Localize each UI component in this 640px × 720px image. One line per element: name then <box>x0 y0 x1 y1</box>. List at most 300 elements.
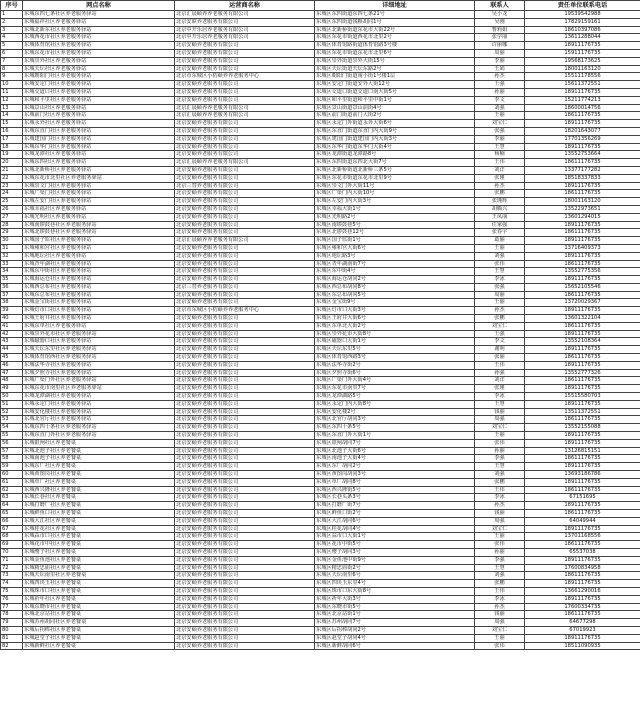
cell-phone: 18911176735 <box>525 400 640 408</box>
cell-site-name: 东城东直门社区养老服务驿站 <box>23 127 175 135</box>
cell-address: 东城区天坛东里5号 <box>315 346 475 354</box>
cell-phone: 18911176735 <box>525 252 640 260</box>
cell-operator: 北京安颐养老服务有限公司 <box>175 127 315 135</box>
cell-operator: 北京安颐养老服务有限公司 <box>175 190 315 198</box>
cell-no: 11 <box>1 88 23 96</box>
cell-contact: 刘强 <box>475 572 525 580</box>
cell-contact: 李冰 <box>475 494 525 502</box>
cell-contact: 王凤丽 <box>475 213 525 221</box>
cell-address: 东城区祈年大街3号 <box>315 595 475 603</box>
cell-address: 东城区珠市口东大街8号 <box>315 587 475 595</box>
cell-contact: 王强 <box>475 330 525 338</box>
cell-site-name: 东城东花市南里社区养老服务驿站 <box>23 385 175 393</box>
cell-no: 50 <box>1 393 23 401</box>
cell-contact: 周丽 <box>475 291 525 299</box>
header-row <box>1 1 640 11</box>
cell-no: 59 <box>1 463 23 471</box>
cell-phone: 18611176735 <box>525 260 640 268</box>
cell-address: 东城区崇文门外大街11号 <box>315 182 475 190</box>
cell-operator: 北京安颐养老服务有限公司 <box>175 49 315 57</box>
cell-site-name: 东城体育馆社区养老服务驿站 <box>23 42 175 50</box>
cell-phone: 15611372551 <box>525 81 640 89</box>
cell-site-name: 东城精忠庙社区养老餐桌 <box>23 564 175 572</box>
cell-phone: 18911176735 <box>525 237 640 245</box>
cell-operator: 北京安颐养老服务有限公司 <box>175 385 315 393</box>
table-row <box>1 455 640 463</box>
cell-contact: 张瑾 <box>475 174 525 182</box>
cell-operator: 北京安颐养老服务有限公司 <box>175 213 315 221</box>
cell-site-name: 东城安化楼社区养老服务驿站 <box>23 408 175 416</box>
cell-contact: 张鹏 <box>475 190 525 198</box>
cell-operator: 北京安颐养老服务有限公司 <box>175 580 315 588</box>
cell-contact: 李强 <box>475 556 525 564</box>
cell-contact: 王丽 <box>475 634 525 642</box>
cell-operator: 北京安颐养老服务有限公司 <box>175 260 315 268</box>
cell-address: 东城区北新桥街道东花市大街22号 <box>315 26 475 34</box>
cell-contact: 刘宝仁 <box>475 525 525 533</box>
cell-no: 45 <box>1 354 23 362</box>
cell-operator: 北京安颐养老服务有限公司 <box>175 393 315 401</box>
cell-no: 15 <box>1 120 23 128</box>
cell-site-name: 东城和平里社区养老服务驿站 <box>23 96 175 104</box>
cell-contact: 王慧 <box>475 143 525 151</box>
cell-address: 东城区东花市街道西花市北里2号 <box>315 34 475 42</box>
header-contact: 联系人 <box>475 1 525 11</box>
cell-phone: 13720029367 <box>525 299 640 307</box>
table-row <box>1 354 640 362</box>
cell-contact: 王慧 <box>475 400 525 408</box>
table-row <box>1 307 640 315</box>
cell-no: 53 <box>1 416 23 424</box>
cell-no: 38 <box>1 299 23 307</box>
cell-operator: 北京安颐养老服务有限公司 <box>175 252 315 260</box>
cell-address: 东城区广渠门外大街4号 <box>315 377 475 385</box>
cell-site-name: 东城东花市社区养老服务驿站 <box>23 49 175 57</box>
cell-operator: 北京安颐养老服务有限公司 <box>175 533 315 541</box>
cell-phone: 13511372551 <box>525 408 640 416</box>
cell-no: 65 <box>1 510 23 518</box>
cell-site-name: 东城北新桥社区养老服务驿站 <box>23 166 175 174</box>
cell-phone: 67151695 <box>525 494 640 502</box>
cell-no: 26 <box>1 205 23 213</box>
cell-contact: 孙丽 <box>475 447 525 455</box>
cell-site-name: 东城崇外社区养老服务驿站 <box>23 57 175 65</box>
cell-no: 22 <box>1 174 23 182</box>
cell-no: 7 <box>1 57 23 65</box>
cell-address: 东城区南池子大街4号 <box>315 455 475 463</box>
cell-contact: 张瑾 <box>475 385 525 393</box>
cell-address: 东城区西总布胡同8号 <box>315 283 475 291</box>
cell-site-name: 东城朝阳门社区养老服务驿站 <box>23 73 175 81</box>
cell-operator: 北京安颐养老服务有限公司 <box>175 439 315 447</box>
cell-site-name: 东城天坛社区养老服务驿站 <box>23 65 175 73</box>
cell-contact: 孙杰 <box>475 73 525 81</box>
table-row <box>1 159 640 167</box>
cell-operator: 北京安颐养老服务有限公司 <box>175 322 315 330</box>
cell-no: 81 <box>1 634 23 642</box>
cell-no: 68 <box>1 533 23 541</box>
cell-operator: 北京安颐养老服务有限公司 <box>175 57 315 65</box>
cell-address: 东城区东直门街道东直门内大街9号 <box>315 127 475 135</box>
cell-address: 东城区法华寺街2号 <box>315 361 475 369</box>
cell-contact: 王慧 <box>475 564 525 572</box>
cell-contact: 王娟 <box>475 65 525 73</box>
cell-contact: 张瑾辉 <box>475 198 525 206</box>
cell-contact: 王伟 <box>475 361 525 369</box>
cell-no: 55 <box>1 432 23 440</box>
table-row <box>1 377 640 385</box>
cell-phone: 13552775356 <box>525 268 640 276</box>
cell-phone: 17600334735 <box>525 603 640 611</box>
cell-site-name: 东城交道口社区养老服务驿站 <box>23 88 175 96</box>
cell-contact: 张学丽 <box>475 34 525 42</box>
cell-address: 东城区东总布胡同5号 <box>315 291 475 299</box>
table-row <box>1 330 640 338</box>
cell-no: 47 <box>1 369 23 377</box>
cell-address: 东城区和平里街道和平里中街1号 <box>315 96 475 104</box>
cell-phone: 18611176735 <box>525 291 640 299</box>
cell-no: 64 <box>1 502 23 510</box>
table-row <box>1 510 640 518</box>
cell-site-name: 东城东四十条社区养老服务驿站 <box>23 424 175 432</box>
cell-phone: 65537038 <box>525 548 640 556</box>
cell-operator: 北京三替养老服务有限公司 <box>175 182 315 190</box>
cell-contact: 吴刚 <box>475 18 525 26</box>
cell-site-name: 东城银闸社区养老餐桌 <box>23 439 175 447</box>
cell-phone: 18611176735 <box>525 455 640 463</box>
table-row <box>1 338 640 346</box>
table-row <box>1 57 640 65</box>
cell-address: 东城区北锣鼓巷12号 <box>315 229 475 237</box>
cell-operator: 北京安颐养老服务有限公司 <box>175 478 315 486</box>
cell-phone: 18911176735 <box>525 143 640 151</box>
header-operator: 运营商名称 <box>175 1 315 11</box>
cell-contact: 张伟 <box>475 260 525 268</box>
cell-no: 10 <box>1 81 23 89</box>
cell-operator: 北京市东城区小桔颐养养老服务中心 <box>175 73 315 81</box>
table-row <box>1 276 640 284</box>
table-row <box>1 369 640 377</box>
cell-no: 42 <box>1 330 23 338</box>
cell-operator: 北京安颐养老服务有限公司 <box>175 244 315 252</box>
cell-phone: 17829159161 <box>525 18 640 26</box>
cell-contact: 钱丽 <box>475 510 525 518</box>
cell-operator: 北京安颐养老服务有限公司 <box>175 315 315 323</box>
cell-phone: 18911176735 <box>525 432 640 440</box>
cell-phone: 18911176735 <box>525 361 640 369</box>
cell-operator: 北京安颐养老服务有限公司 <box>175 619 315 627</box>
cell-no: 16 <box>1 127 23 135</box>
cell-phone: 64049944 <box>525 517 640 525</box>
cell-contact: 李文 <box>475 96 525 104</box>
cell-phone: 18611176735 <box>525 416 640 424</box>
cell-no: 19 <box>1 151 23 159</box>
table-row <box>1 502 640 510</box>
table-row <box>1 135 640 143</box>
cell-phone: 13552777326 <box>525 369 640 377</box>
cell-site-name: 东城蒜市口社区养老餐桌 <box>23 533 175 541</box>
table-row <box>1 34 640 42</box>
cell-site-name: 东城后拐棒社区养老餐桌 <box>23 626 175 634</box>
cell-contact: 许丽娜 <box>475 42 525 50</box>
cell-address: 东城区灯市口大街3号 <box>315 307 475 315</box>
cell-contact: 孙丽 <box>475 88 525 96</box>
cell-site-name: 东城打磨厂社区养老餐桌 <box>23 502 175 510</box>
table-row <box>1 619 640 627</box>
cell-contact: 孙杰 <box>475 307 525 315</box>
cell-site-name: 东城永定门社区养老服务驿站 <box>23 400 175 408</box>
cell-address: 东城区前门街道前门大街2号 <box>315 112 475 120</box>
cell-no: 58 <box>1 455 23 463</box>
cell-no: 79 <box>1 619 23 627</box>
cell-phone: 18911176735 <box>525 276 640 284</box>
cell-site-name: 东城体育馆西社区养老服务驿站 <box>23 354 175 362</box>
table-row <box>1 229 640 237</box>
cell-contact: 李文 <box>475 338 525 346</box>
cell-no: 37 <box>1 291 23 299</box>
cell-phone: 18911176735 <box>525 307 640 315</box>
cell-address: 东城区东晓市街5号 <box>315 603 475 611</box>
cell-no: 28 <box>1 221 23 229</box>
table-row <box>1 104 640 112</box>
cell-no: 71 <box>1 556 23 564</box>
cell-operator: 北京安颐养老服务有限公司 <box>175 572 315 580</box>
table-row <box>1 299 640 307</box>
cell-address: 东城区四块玉东里4号 <box>315 580 475 588</box>
cell-address: 东城区体育馆路街道体育馆路3号楼 <box>315 42 475 50</box>
table-row <box>1 49 640 57</box>
cell-address: 东城区金宝街9号 <box>315 299 475 307</box>
cell-site-name: 东城北锣鼓巷社区养老服务驿站 <box>23 229 175 237</box>
cell-contact: 李丽 <box>475 135 525 143</box>
cell-address: 东城区黄图岗胡同3号 <box>315 471 475 479</box>
cell-address: 东城区东花市南里7号 <box>315 385 475 393</box>
table-row <box>1 416 640 424</box>
cell-no: 39 <box>1 307 23 315</box>
cell-no: 54 <box>1 424 23 432</box>
table-row <box>1 533 640 541</box>
cell-contact: 钱丽 <box>475 611 525 619</box>
table-row <box>1 283 640 291</box>
cell-contact: 刘宝仁 <box>475 424 525 432</box>
cell-address: 东城区大江胡同6号 <box>315 517 475 525</box>
cell-site-name: 东城东中街社区养老服务驿站 <box>23 268 175 276</box>
cell-address: 东城区东中街4号 <box>315 268 475 276</box>
cell-operator: 北京安颐养老服务有限公司 <box>175 135 315 143</box>
cell-phone: 13126815151 <box>525 447 640 455</box>
table-row <box>1 42 640 50</box>
cell-address: 东城区雍和宫大街6号 <box>315 244 475 252</box>
cell-no: 13 <box>1 104 23 112</box>
cell-phone: 18611176735 <box>525 611 640 619</box>
cell-contact: 刘宝仁 <box>475 120 525 128</box>
cell-address: 东城区朝阳门街道南小街1号楼1层 <box>315 73 475 81</box>
cell-site-name: 东城安定门社区养老服务驿站 <box>23 81 175 89</box>
cell-contact: 胡腾兴 <box>475 205 525 213</box>
cell-phone: 18911176735 <box>525 478 640 486</box>
cell-site-name: 东城夕照寺社区养老服务驿站 <box>23 369 175 377</box>
cell-site-name: 东城东四七条社区养老服务驿站 <box>23 11 175 19</box>
cell-phone: 18911176735 <box>525 330 640 338</box>
cell-no: 51 <box>1 400 23 408</box>
cell-address: 东城区永定门外街道永外大街6号 <box>315 120 475 128</box>
cell-phone: 15211774213 <box>525 96 640 104</box>
table-row <box>1 237 640 245</box>
cell-contact: 王伟 <box>475 587 525 595</box>
cell-site-name: 东城东单社区养老服务驿站 <box>23 322 175 330</box>
cell-operator: 北京安颐养老服务有限公司 <box>175 400 315 408</box>
table-row <box>1 400 640 408</box>
cell-site-name: 东城赵堂子社区养老餐桌 <box>23 634 175 642</box>
cell-site-name: 东城南锣鼓巷社区养老服务驿站 <box>23 221 175 229</box>
cell-operator: 北京安颐养老服务有限公司 <box>175 595 315 603</box>
cell-operator: 北京汇晨颐养养老服务有限公司 <box>175 237 315 245</box>
cell-no: 20 <box>1 159 23 167</box>
cell-operator: 北京安颐养老服务有限公司 <box>175 502 315 510</box>
cell-no: 18 <box>1 143 23 151</box>
cell-operator: 北京安颐养老服务有限公司 <box>175 463 315 471</box>
cell-operator: 北京安颐养老服务有限公司 <box>175 330 315 338</box>
cell-site-name: 东城珠市口社区养老餐桌 <box>23 587 175 595</box>
table-row <box>1 151 640 159</box>
cell-no: 67 <box>1 525 23 533</box>
cell-contact: 刘强 <box>475 104 525 112</box>
cell-site-name: 东城金鱼池社区养老餐桌 <box>23 556 175 564</box>
cell-operator: 北京市东城区小桔颐养养老服务中心 <box>175 307 315 315</box>
cell-site-name: 东城崇外花市社区养老服务驿站 <box>23 330 175 338</box>
cell-operator: 北京安颐养老服务有限公司 <box>175 587 315 595</box>
table-row <box>1 120 640 128</box>
cell-contact: 张强 <box>475 127 525 135</box>
cell-address: 东城区交道口街道交道口南大街5号 <box>315 88 475 96</box>
cell-address: 东城区崇外街道崇外大街15号 <box>315 57 475 65</box>
table-row <box>1 322 640 330</box>
cell-site-name: 东城长巷社区养老餐桌 <box>23 494 175 502</box>
cell-site-name: 东城大江社区养老餐桌 <box>23 517 175 525</box>
cell-site-name: 东城南池子社区养老餐桌 <box>23 455 175 463</box>
cell-operator: 北京安颐养老服务有限公司 <box>175 198 315 206</box>
table-row <box>1 73 640 81</box>
cell-site-name: 东城左安门社区养老服务驿站 <box>23 198 175 206</box>
cell-site-name: 东城雍和宫社区养老服务驿站 <box>23 244 175 252</box>
cell-phone: 18518337833 <box>525 174 640 182</box>
cell-operator: 北京安颐养老服务有限公司 <box>175 564 315 572</box>
cell-contact: 周丽 <box>475 49 525 57</box>
cell-no: 12 <box>1 96 23 104</box>
cell-operator: 北京安颐养老服务有限公司 <box>175 65 315 73</box>
cell-operator: 北京中开乐居养老服务有限公司 <box>175 26 315 34</box>
cell-no: 75 <box>1 587 23 595</box>
cell-site-name: 东城广渠门社区养老服务驿站 <box>23 190 175 198</box>
cell-site-name: 东城东总布社区养老服务驿站 <box>23 291 175 299</box>
cell-phone: 18911176735 <box>525 120 640 128</box>
cell-phone: 19568173625 <box>525 57 640 65</box>
cell-contact: 王慧 <box>475 268 525 276</box>
table-row <box>1 603 640 611</box>
cell-contact: 李丽 <box>475 57 525 65</box>
cell-address: 东城区鲜鱼口街2号 <box>315 510 475 518</box>
cell-address: 东城区蒜市口大街1号 <box>315 533 475 541</box>
cell-site-name: 东城光明社区养老服务驿站 <box>23 213 175 221</box>
cell-no: 62 <box>1 486 23 494</box>
cell-site-name: 东城福祥社区养老服务驿站 <box>23 18 175 26</box>
cell-operator: 北京安颐养老服务有限公司 <box>175 603 315 611</box>
cell-phone: 13693186786 <box>525 471 640 479</box>
header-address: 详细地址 <box>315 1 475 11</box>
table-row <box>1 572 640 580</box>
table-row <box>1 424 640 432</box>
cell-operator: 北京安颐养老服务有限公司 <box>175 354 315 362</box>
cell-no: 29 <box>1 229 23 237</box>
cell-site-name: 东城龙潭湖社区养老服务驿站 <box>23 393 175 401</box>
cell-address: 东城区东华门街道东华门大街4号 <box>315 143 475 151</box>
cell-contact: 刘宝仁 <box>475 322 525 330</box>
cell-operator: 北京安颐养老服务有限公司 <box>175 611 315 619</box>
cell-phone: 18911176735 <box>525 439 640 447</box>
cell-operator: 北京安颐养老服务有限公司 <box>175 276 315 284</box>
cell-no: 41 <box>1 322 23 330</box>
cell-site-name: 东城磁器口社区养老服务驿站 <box>23 338 175 346</box>
table-row <box>1 393 640 401</box>
cell-site-name: 东城西总布社区养老服务驿站 <box>23 283 175 291</box>
cell-contact: 王丽 <box>475 533 525 541</box>
cell-address: 东城区北京站街1号 <box>315 611 475 619</box>
cell-contact: 王丽 <box>475 244 525 252</box>
cell-no: 43 <box>1 338 23 346</box>
cell-site-name: 东城四块玉社区养老餐桌 <box>23 580 175 588</box>
cell-phone: 18611176735 <box>525 572 640 580</box>
cell-contact: 王丽 <box>475 432 525 440</box>
cell-contact: 李冰 <box>475 393 525 401</box>
cell-site-name: 东城永外社区养老服务驿站 <box>23 120 175 128</box>
cell-address: 东城区新鲜胡同6号 <box>315 642 475 650</box>
table-row <box>1 361 640 369</box>
cell-address: 东城区缨子胡同3号 <box>315 548 475 556</box>
cell-site-name: 东城东花市北里社区养老服务驿站 <box>23 174 175 182</box>
cell-operator: 北京汇晨颐养养老服务有限公司 <box>175 112 315 120</box>
cell-operator: 北京安颐养老服务有限公司 <box>175 471 315 479</box>
cell-site-name: 东城天坛南里社区养老餐桌 <box>23 572 175 580</box>
cell-contact: 孙强 <box>475 369 525 377</box>
cell-address: 东城区青年湖南街7号 <box>315 260 475 268</box>
cell-site-name: 东城东晓市社区养老餐桌 <box>23 603 175 611</box>
cell-contact: 孙杰 <box>475 603 525 611</box>
cell-site-name: 东城东厂社区养老餐桌 <box>23 463 175 471</box>
cell-phone: 15515580703 <box>525 393 640 401</box>
cell-address: 东城区安化楼2号 <box>315 408 475 416</box>
cell-no: 63 <box>1 494 23 502</box>
cell-phone: 18611176735 <box>525 190 640 198</box>
cell-phone: 17701356269 <box>525 135 640 143</box>
cell-no: 72 <box>1 564 23 572</box>
cell-operator: 北京安颐养老服务有限公司 <box>175 424 315 432</box>
cell-phone: 18611176735 <box>525 486 640 494</box>
table-row <box>1 642 640 650</box>
cell-contact: 孙丽 <box>475 548 525 556</box>
cell-phone: 18610397086 <box>525 26 640 34</box>
table-row <box>1 166 640 174</box>
cell-operator: 北京安颐养老服务有限公司 <box>175 229 315 237</box>
cell-address: 东城区东单北大街2号 <box>315 322 475 330</box>
cell-operator: 北京安颐养老服务有限公司 <box>175 455 315 463</box>
cell-phone: 18611176735 <box>525 377 640 385</box>
table-row <box>1 81 640 89</box>
cell-site-name: 东城幸福社区养老服务驿站 <box>23 205 175 213</box>
table-row <box>1 346 640 354</box>
cell-address: 东城区景山街道景山前街4号 <box>315 104 475 112</box>
cell-address: 东城区东直门外大街1号 <box>315 432 475 440</box>
table-row <box>1 174 640 182</box>
